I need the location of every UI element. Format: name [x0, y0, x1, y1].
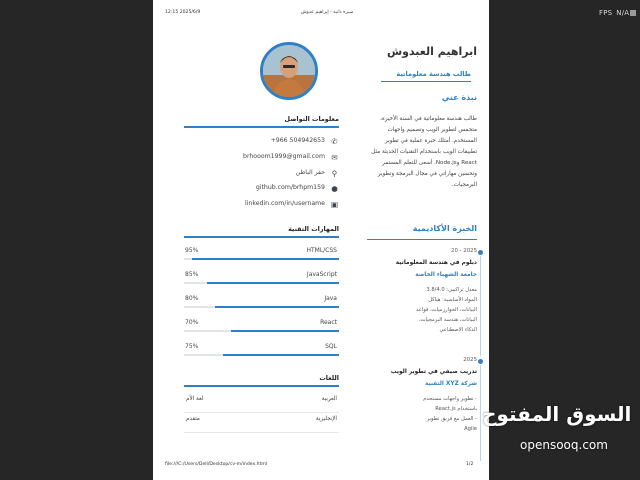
- linkedin-icon: ▣: [330, 200, 339, 209]
- skill-row: [184, 343, 339, 365]
- contact-phone-text: +966 504942653: [270, 137, 325, 144]
- skill-percent: 80%: [185, 295, 199, 302]
- contact-github[interactable]: [184, 184, 339, 194]
- timeline-dot: [478, 359, 483, 364]
- skill-percent: 70%: [185, 319, 199, 326]
- timeline-dot: [478, 250, 483, 255]
- entry-body: [367, 394, 477, 434]
- skill-row: [184, 247, 339, 269]
- profile-subtitle: طالب هندسة معلوماتية: [396, 70, 471, 78]
- entry-line: الذكاء الاصطناعي: [439, 327, 477, 333]
- skill-name: HTML/CSS: [306, 247, 337, 254]
- entry-line: المواد الأساسية: هياكل: [428, 297, 477, 303]
- skill-percent: 75%: [185, 343, 199, 350]
- entry-line: البيانات، الخوارزميات، قواعد: [415, 307, 477, 313]
- viewer-tool-icon[interactable]: [630, 10, 636, 16]
- skill-row: [184, 295, 339, 317]
- languages-divider: [184, 385, 339, 387]
- skill-bar-fill: [215, 306, 339, 308]
- watermark: [470, 402, 640, 472]
- print-path: file:///C:/Users/Dell/Desktop/cv-m/index.html: [165, 462, 268, 467]
- entry-body: [367, 285, 477, 335]
- skill-bar: [184, 306, 339, 308]
- language-level: متقدم: [186, 416, 200, 422]
- fps-label: FPS: [599, 9, 613, 17]
- avatar-photo: [263, 45, 315, 97]
- skill-name: SQL: [325, 343, 337, 350]
- contact-email[interactable]: [184, 153, 339, 163]
- document-page: [153, 0, 489, 480]
- skill-bar: [184, 354, 339, 356]
- skill-bar-fill: [231, 330, 340, 332]
- entry-line: - تطوير واجهات مستخدم: [423, 396, 477, 402]
- contact-linkedin[interactable]: [184, 200, 339, 210]
- education-entry: [367, 248, 477, 335]
- skill-bar: [184, 330, 339, 332]
- timeline-line: [480, 256, 481, 356]
- watermark-arabic: السوق المفتوح: [482, 402, 632, 426]
- entry-line: Agile: [464, 426, 477, 432]
- skill-row: [184, 319, 339, 341]
- language-level: لغة الأم: [186, 396, 204, 402]
- entry-line: معدل تراكمي: 3.8/4.0: [426, 287, 477, 293]
- subtitle-underline: [381, 81, 471, 82]
- entry-line: باستخدام React.js: [435, 406, 477, 412]
- entry-date: 2025: [463, 357, 477, 363]
- language-row: [184, 392, 339, 413]
- page-number: 1/2: [466, 462, 474, 467]
- fps-counter: [599, 9, 629, 17]
- language-row: [184, 412, 339, 433]
- language-name: العربية: [321, 396, 337, 402]
- about-text: طالب هندسة معلوماتية في السنة الأخيرة، متحمس لتطوير الويب وتصميم واجهات المستخدم. أمتلك خبرة عملية في تطوير تطبيقات الويب باستخدام التقنيات الحديثة مثل React وNode.js. أسعى للتعلم المستمر وتحسين مهاراتي في مجال البرمجة وتطوير البرمجيات.: [371, 116, 477, 188]
- education-entry: [367, 357, 477, 434]
- entry-title: تدريب صيفي في تطوير الويب: [390, 369, 477, 375]
- skill-row: [184, 271, 339, 293]
- contact-linkedin-text: linkedin.com/in/username: [244, 200, 325, 207]
- print-timestamp: 12:15 2025/6/9: [165, 10, 201, 15]
- skill-percent: 85%: [185, 271, 199, 278]
- entry-title: دبلوم في هندسة المعلوماتية: [395, 260, 477, 266]
- fps-value: N/A: [616, 9, 630, 17]
- contact-phone[interactable]: [184, 137, 339, 147]
- avatar: [260, 42, 318, 100]
- github-icon: ●: [331, 184, 338, 193]
- entry-org: جامعة الشهباء الخاصة: [415, 272, 477, 278]
- profile-name: ابراهيم العبدوش: [386, 45, 477, 58]
- about-heading: نبذة عني: [441, 93, 477, 102]
- skill-bar-fill: [207, 282, 339, 284]
- language-name: الإنجليزية: [315, 416, 337, 422]
- phone-icon: ✆: [331, 137, 338, 146]
- entry-line: - العمل مع فريق تطوير: [426, 416, 477, 422]
- contact-email-text: brhooom1999@gmail.com: [243, 153, 325, 160]
- skill-name: Java: [324, 295, 337, 302]
- contact-divider: [184, 126, 339, 128]
- watermark-latin: opensooq.com: [520, 438, 608, 452]
- skill-bar-fill: [223, 354, 339, 356]
- education-heading: الخبرة الأكاديمية: [412, 224, 477, 233]
- location-icon: ⚲: [331, 169, 338, 178]
- contact-heading: معلومات التواصل: [284, 115, 339, 123]
- print-header: [153, 10, 489, 20]
- entry-org: شركة XYZ التقنية: [424, 381, 477, 387]
- skills-heading: المهارات التقنية: [288, 225, 339, 233]
- print-footer: [153, 462, 489, 472]
- skill-name: React: [320, 319, 337, 326]
- contact-location: [184, 169, 339, 179]
- print-title: سيرة ذاتية - إبراهيم عدوش: [301, 10, 354, 15]
- education-divider: [367, 239, 477, 240]
- skill-percent: 95%: [185, 247, 199, 254]
- contact-github-text: github.com/brhpm159: [255, 184, 325, 191]
- skill-bar-fill: [192, 258, 339, 260]
- skill-name: JavaScript: [306, 271, 337, 278]
- entry-date: 2025 - 20: [451, 248, 477, 254]
- skill-bar: [184, 282, 339, 284]
- languages-heading: اللغات: [319, 374, 339, 382]
- contact-location-text: حفر الباطن: [295, 169, 325, 176]
- skills-divider: [184, 236, 339, 238]
- entry-line: البيانات، هندسة البرمجيات،: [418, 317, 477, 323]
- email-icon: ✉: [331, 153, 338, 162]
- skill-bar: [184, 258, 339, 260]
